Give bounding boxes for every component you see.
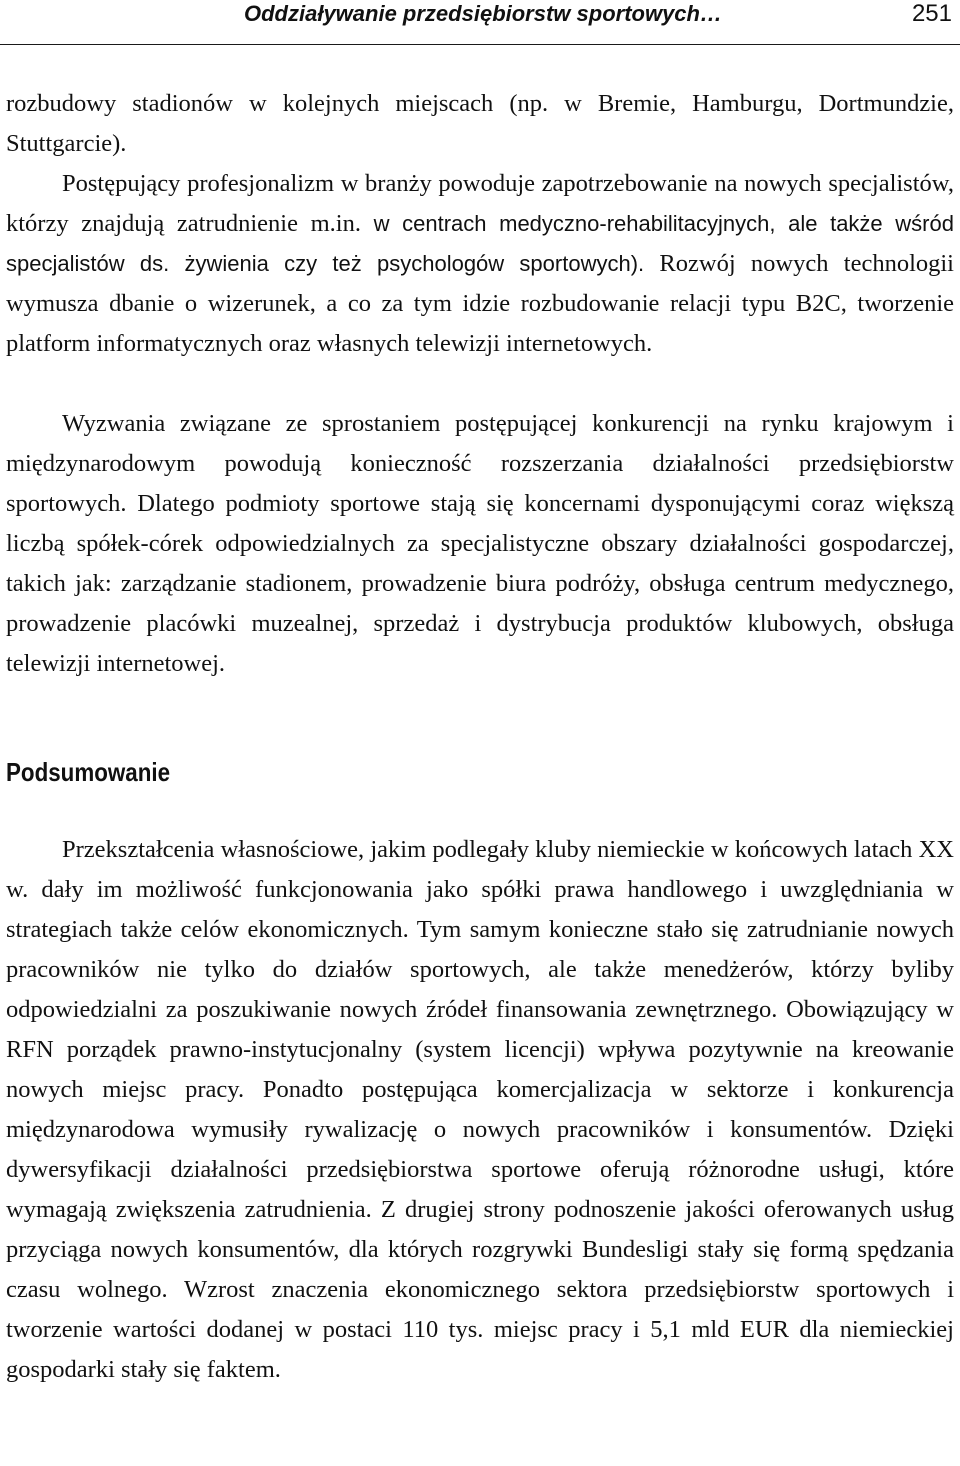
paragraph-continuation: rozbudowy stadionów w kolejnych miejscach (np. w Bremie, Hamburgu, Dortmundzie, Stuttgarcie).: [6, 90, 954, 157]
page-number: 251: [911, 0, 952, 27]
paragraph-competition: Wyzwania związane ze sprostaniem postępującej konkurencji na rynku krajowym i międzynarodowym powodują konieczność rozszerzania działalności przedsiębiorstw sportowych. Dlatego podmioty sportowe stają się koncernami dysponującymi coraz większą liczbą spółek-córek odpowiedzialnych za specjalistyczne obszary działalności gospodarczej, takich jak: zarządzanie stadionem, prowadzenie biura podróży, obsługa centrum medycznego, prowadzenie placówki muzealnej, sprzedaż i dystrybucja produktów klubowych, obsługa telewizji internetowej.: [6, 410, 954, 677]
section-heading: Podsumowanie: [6, 757, 171, 787]
paragraph-professionalism-tail: Rozwój nowych technologii wymusza dbanie o wizerunek, a co za tym idzie rozbudowanie relacji typu B2C, tworzenie platform informatycznych oraz własnych telewizji internetowych.: [6, 250, 954, 357]
paragraph-professionalism: [6, 164, 954, 364]
paragraph-professionalism-sans: w centrach medyczno-rehabilitacyjnych, ale także wśród specjalistów ds. żywienia czy też psychologów sportowych).: [6, 211, 954, 276]
running-header: [0, 0, 960, 45]
running-head-title: Oddziaływanie przedsiębiorstw sportowych…: [244, 1, 722, 26]
summary-paragraph: Przekształcenia własnościowe, jakim podlegały kluby niemieckie w końcowych latach XX w. dały im możliwość funkcjonowania jako spółki prawa handlowego i uwzględniania w strategiach także celów ekonomicznych. Tym samym konieczne stało się zatrudnianie nowych pracowników nie tylko do działów sportowych, ale także menedżerów, którzy byliby odpowiedzialni za poszukiwanie nowych źródeł finansowania zewnętrznego. Obowiązujący w RFN porządek prawno-instytucjonalny (system licencji) wpływa pozytywnie na kreowanie nowych miejsc pracy. Ponadto postępująca komercjalizacja w sektorze i konkurencja międzynarodowa wymusiły rywalizację o nowych pracowników i konsumentów. Dzięki dywersyfikacji działalności przedsiębiorstwa sportowe oferują różnorodne usługi, które wymagają zwiększenia zatrudnienia. Z drugiej strony podnoszenie jakości oferowanych usług przyciąga nowych konsumentów, dla których rozgrywki Bundesligi stały się formą spędzania czasu wolnego. Wzrost znaczenia ekonomicznego sektora przedsiębiorstw sportowych i tworzenie wartości dodanej w postaci 110 tys. miejsc pracy i 5,1 mld EUR dla niemieckiej gospodarki stały się faktem.: [6, 836, 954, 1383]
paragraph-professionalism-lead: Postępujący profesjonalizm w branży powoduje zapotrzebowanie na nowych specjalistów, którzy znajdują zatrudnienie m.in.: [6, 170, 954, 237]
